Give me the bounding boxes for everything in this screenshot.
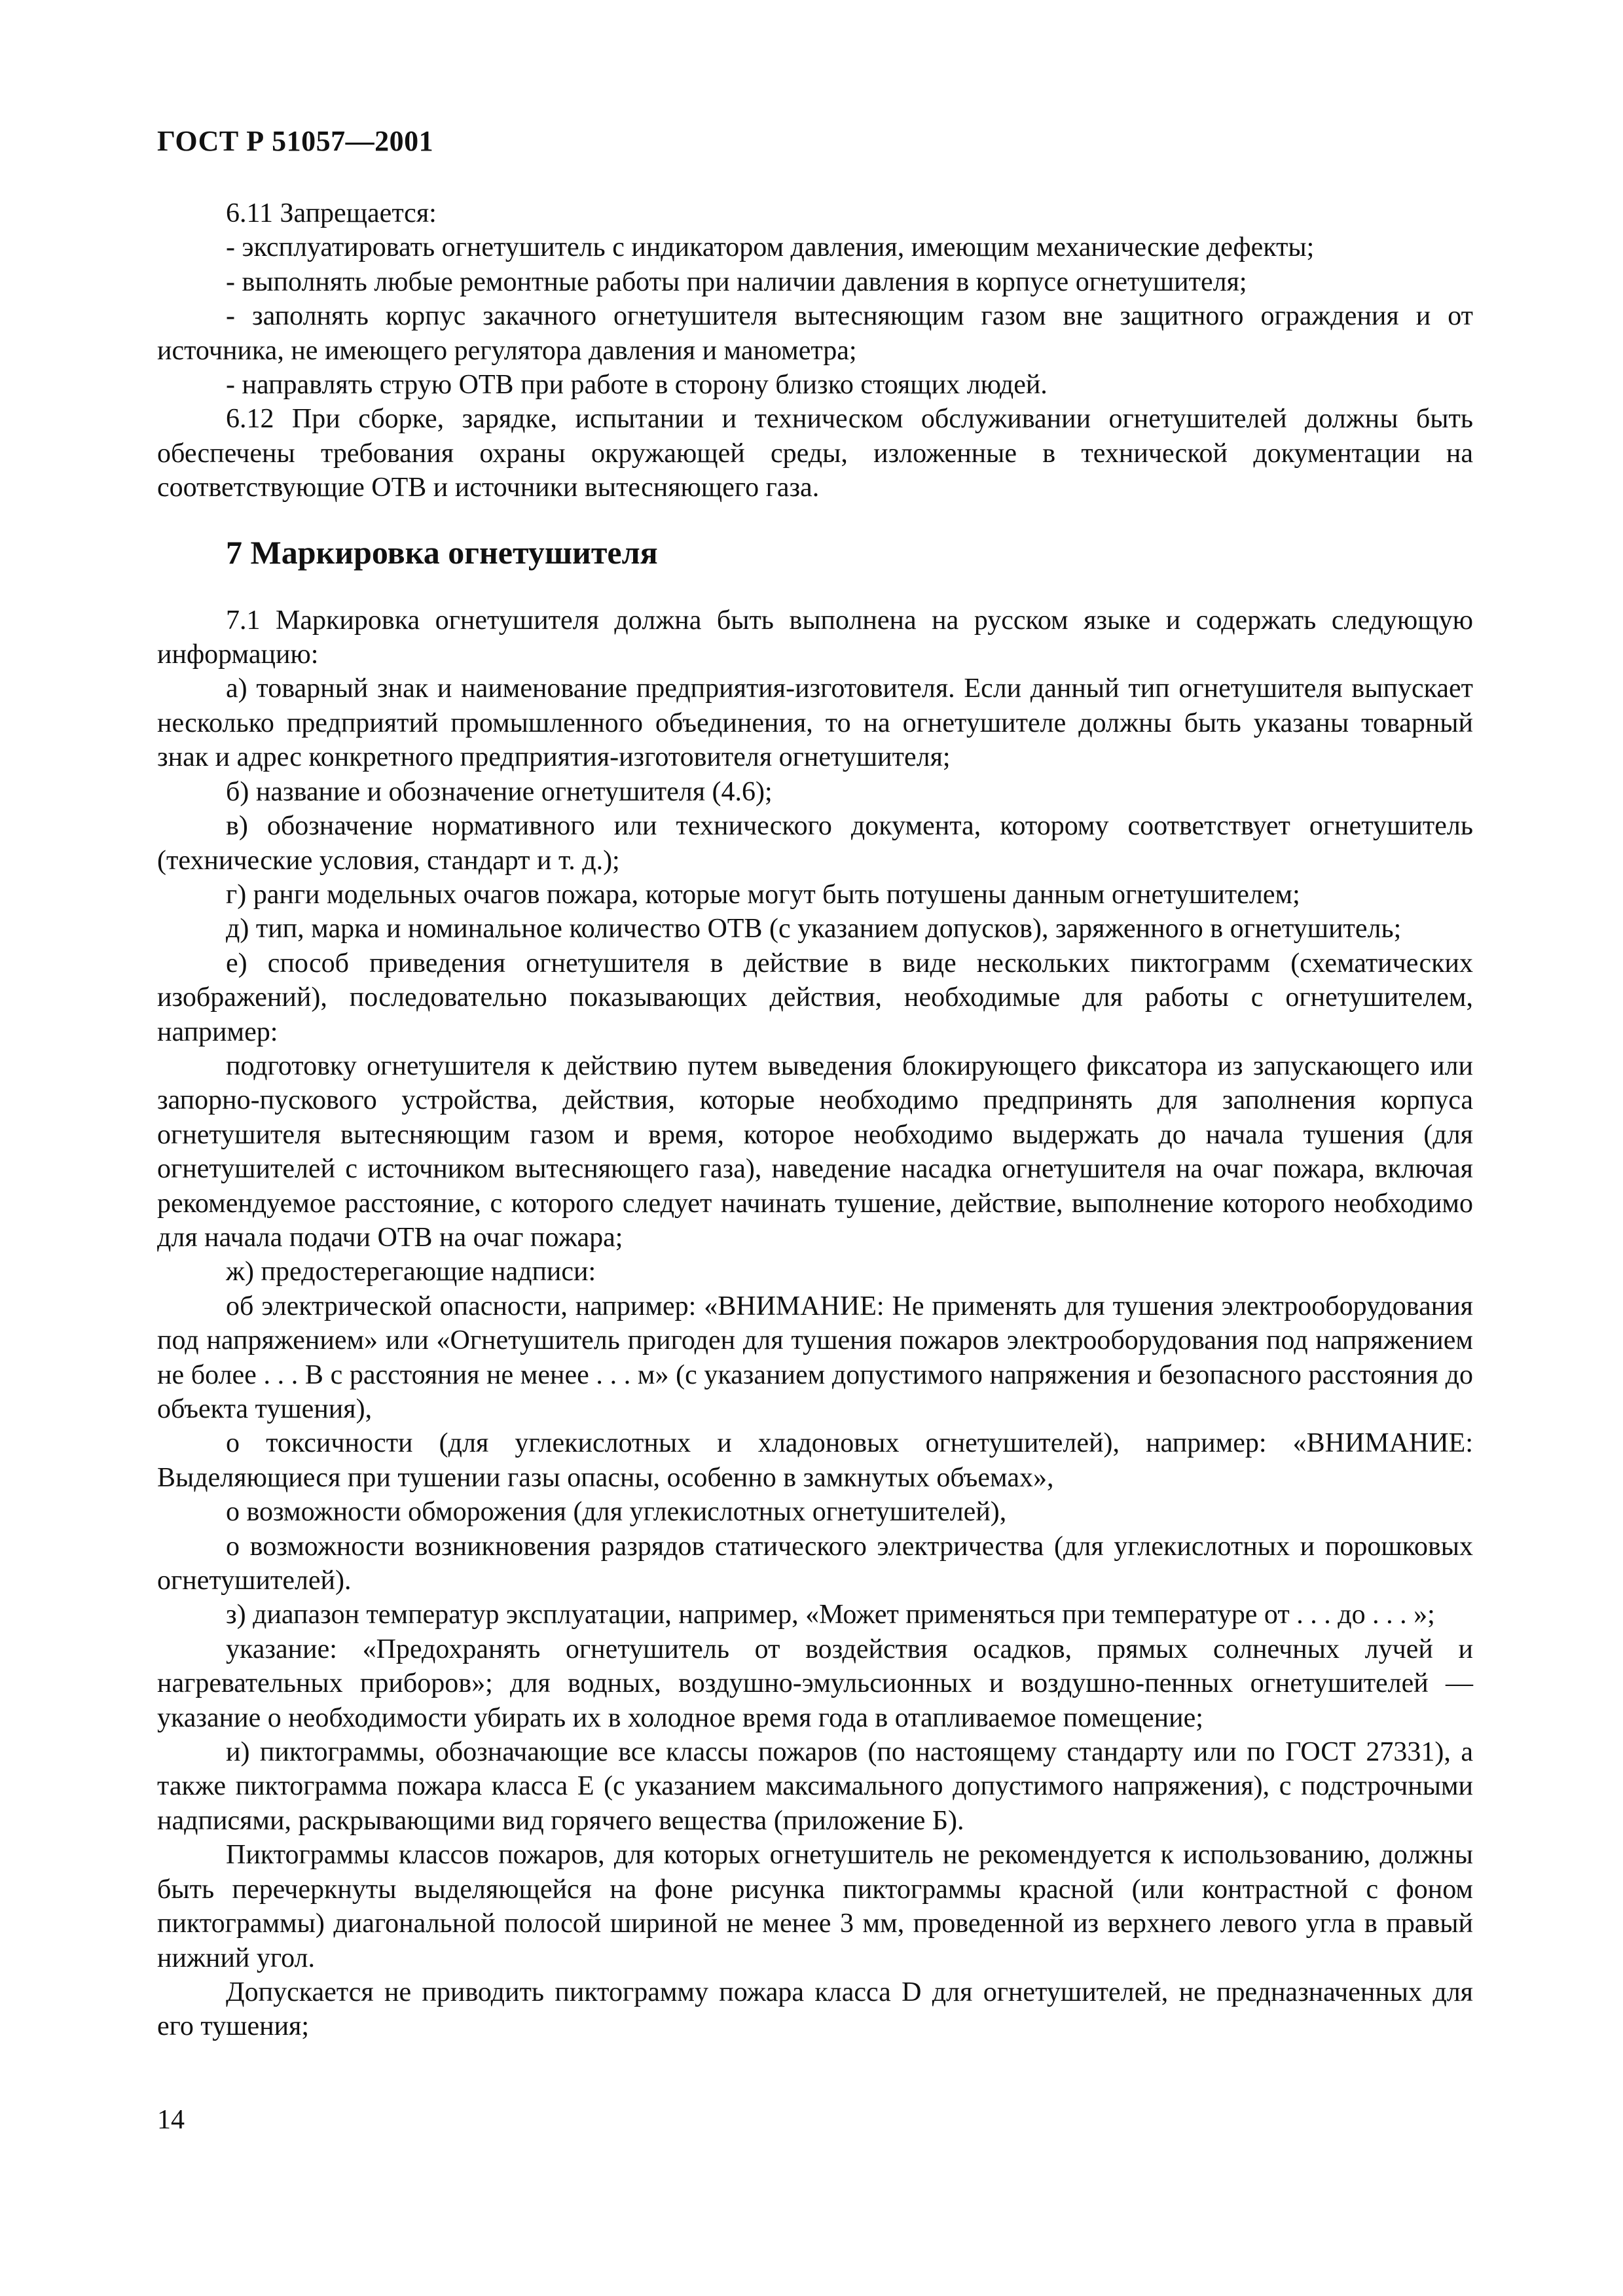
list-item-z: з) диапазон температур эксплуатации, например, «Может применяться при температуре от . . . до . . . »; xyxy=(226,1600,1435,1630)
warning-electrical: об электрической опасности, например: «ВНИМАНИЕ: Не применять для тушения электрооборудования под напряжением» или «Огнетушитель пригоден для тушения пожаров электрооборудования под напряжением не более . . . В с расстояния не менее . . . м» (с указанием допустимого напряжения и безопасного расстояния до объекта тушения), xyxy=(157,1291,1473,1424)
list-item-b: б) название и обозначение огнетушителя (4.6); xyxy=(226,776,773,807)
page-number: 14 xyxy=(157,2105,185,2135)
paragraph-pictograms: Пиктограммы классов пожаров, для которых огнетушитель не рекомендуется к использованию, должны быть перечеркнуты выделяющейся на фоне рисунка пиктограммы красной (или контрастной с фоном пиктограммы) диагональной полосой шириной не менее 3 мм, проведенной из верхнего левого угла в правый нижний угол. xyxy=(157,1840,1473,1973)
paragraph-6-12: 6.12 При сборке, зарядке, испытании и техническом обслуживании огнетушителей должны быть обеспечены требования охраны окружающей среды, изложенные в технической документации на соответствующие ОТВ и источники вытесняющего газа. xyxy=(157,404,1473,503)
section-7-heading: 7 Маркировка огнетушителя xyxy=(226,533,658,571)
list-item-a: а) товарный знак и наименование предприятия-изготовителя. Если данный тип огнетушителя выпускает несколько предприятий промышленного объединения, то на огнетушителе должны быть указаны товарный знак и адрес конкретного предприятия-изготовителя огнетушителя; xyxy=(157,673,1473,773)
paragraph-7-1: 7.1 Маркировка огнетушителя должна быть выполнена на русском языке и содержать следующую информацию: xyxy=(157,605,1473,670)
paragraph-class-d: Допускается не приводить пиктограмму пожара класса D для огнетушителей, не предназначенных для его тушения; xyxy=(157,1977,1473,2042)
list-item-v: в) обозначение нормативного или технического документа, которому соответствует огнетушитель (технические условия, стандарт и т. д.); xyxy=(157,811,1473,876)
paragraph-6-11-intro: 6.11 Запрещается: xyxy=(226,198,437,228)
document-header: ГОСТ Р 51057—2001 xyxy=(157,125,434,157)
paragraph-6-11-item-b: - выполнять любые ремонтные работы при наличии давления в корпусе огнетушителя; xyxy=(226,266,1247,297)
list-item-i: и) пиктограммы, обозначающие все классы пожаров (по настоящему стандарту или по ГОСТ 27331), а также пиктограмма пожара класса Е (с указанием максимального допустимого напряжения), с подстрочными надписями, раскрывающими вид горячего вещества (приложение Б). xyxy=(157,1737,1473,1836)
warning-frostbite: о возможности обморожения (для углекислотных огнетушителей), xyxy=(226,1497,1007,1528)
warning-toxicity: о токсичности (для углекислотных и хладоновых огнетушителей), например: «ВНИМАНИЕ: Выделяющиеся при тушении газы опасны, особенно в замкнутых объемах», xyxy=(157,1428,1473,1493)
warning-static: о возможности возникновения разрядов статического электричества (для углекислотных и порошковых огнетушителей). xyxy=(157,1531,1473,1596)
list-item-zh: ж) предостерегающие надписи: xyxy=(226,1257,596,1287)
page-body xyxy=(157,196,1473,2044)
paragraph-6-11-item-a: - эксплуатировать огнетушитель с индикатором давления, имеющим механические дефекты; xyxy=(226,232,1315,263)
list-item-z-note: указание: «Предохранять огнетушитель от воздействия осадков, прямых солнечных лучей и нагревательных приборов»; для водных, воздушно-эмульсионных и воздушно-пенных огнетушителей — указание о необходимости убирать их в холодное время года в отапливаемое помещение; xyxy=(157,1634,1473,1733)
list-item-g: г) ранги модельных очагов пожара, которые могут быть потушены данным огнетушителем; xyxy=(226,879,1300,910)
paragraph-6-11-item-d: - направлять струю ОТВ при работе в сторону близко стоящих людей. xyxy=(226,370,1048,401)
list-item-d: д) тип, марка и номинальное количество ОТВ (с указанием допусков), заряженного в огнетушитель; xyxy=(226,914,1402,944)
paragraph-6-11-item-c: - заполнять корпус закачного огнетушителя вытесняющим газом вне защитного ограждения и от источника, не имеющего регулятора давления и манометра; xyxy=(157,301,1473,366)
list-item-e-detail: подготовку огнетушителя к действию путем выведения блокирующего фиксатора из запускающего или запорно-пускового устройства, действия, которые необходимо предпринять для заполнения корпуса огнетушителя вытесняющим газом и время, которое необходимо выдержать до начала тушения (для огнетушителей с источником вытесняющего газа), наведение насадка огнетушителя на очаг пожара, включая рекомендуемое расстояние, с которого следует начинать тушение, действие, выполнение которого необходимо для начала подачи ОТВ на очаг пожара; xyxy=(157,1050,1473,1253)
list-item-e: е) способ приведения огнетушителя в действие в виде нескольких пиктограмм (схематических изображений), последовательно показывающих действия, необходимые для работы с огнетушителем, например: xyxy=(157,948,1473,1047)
